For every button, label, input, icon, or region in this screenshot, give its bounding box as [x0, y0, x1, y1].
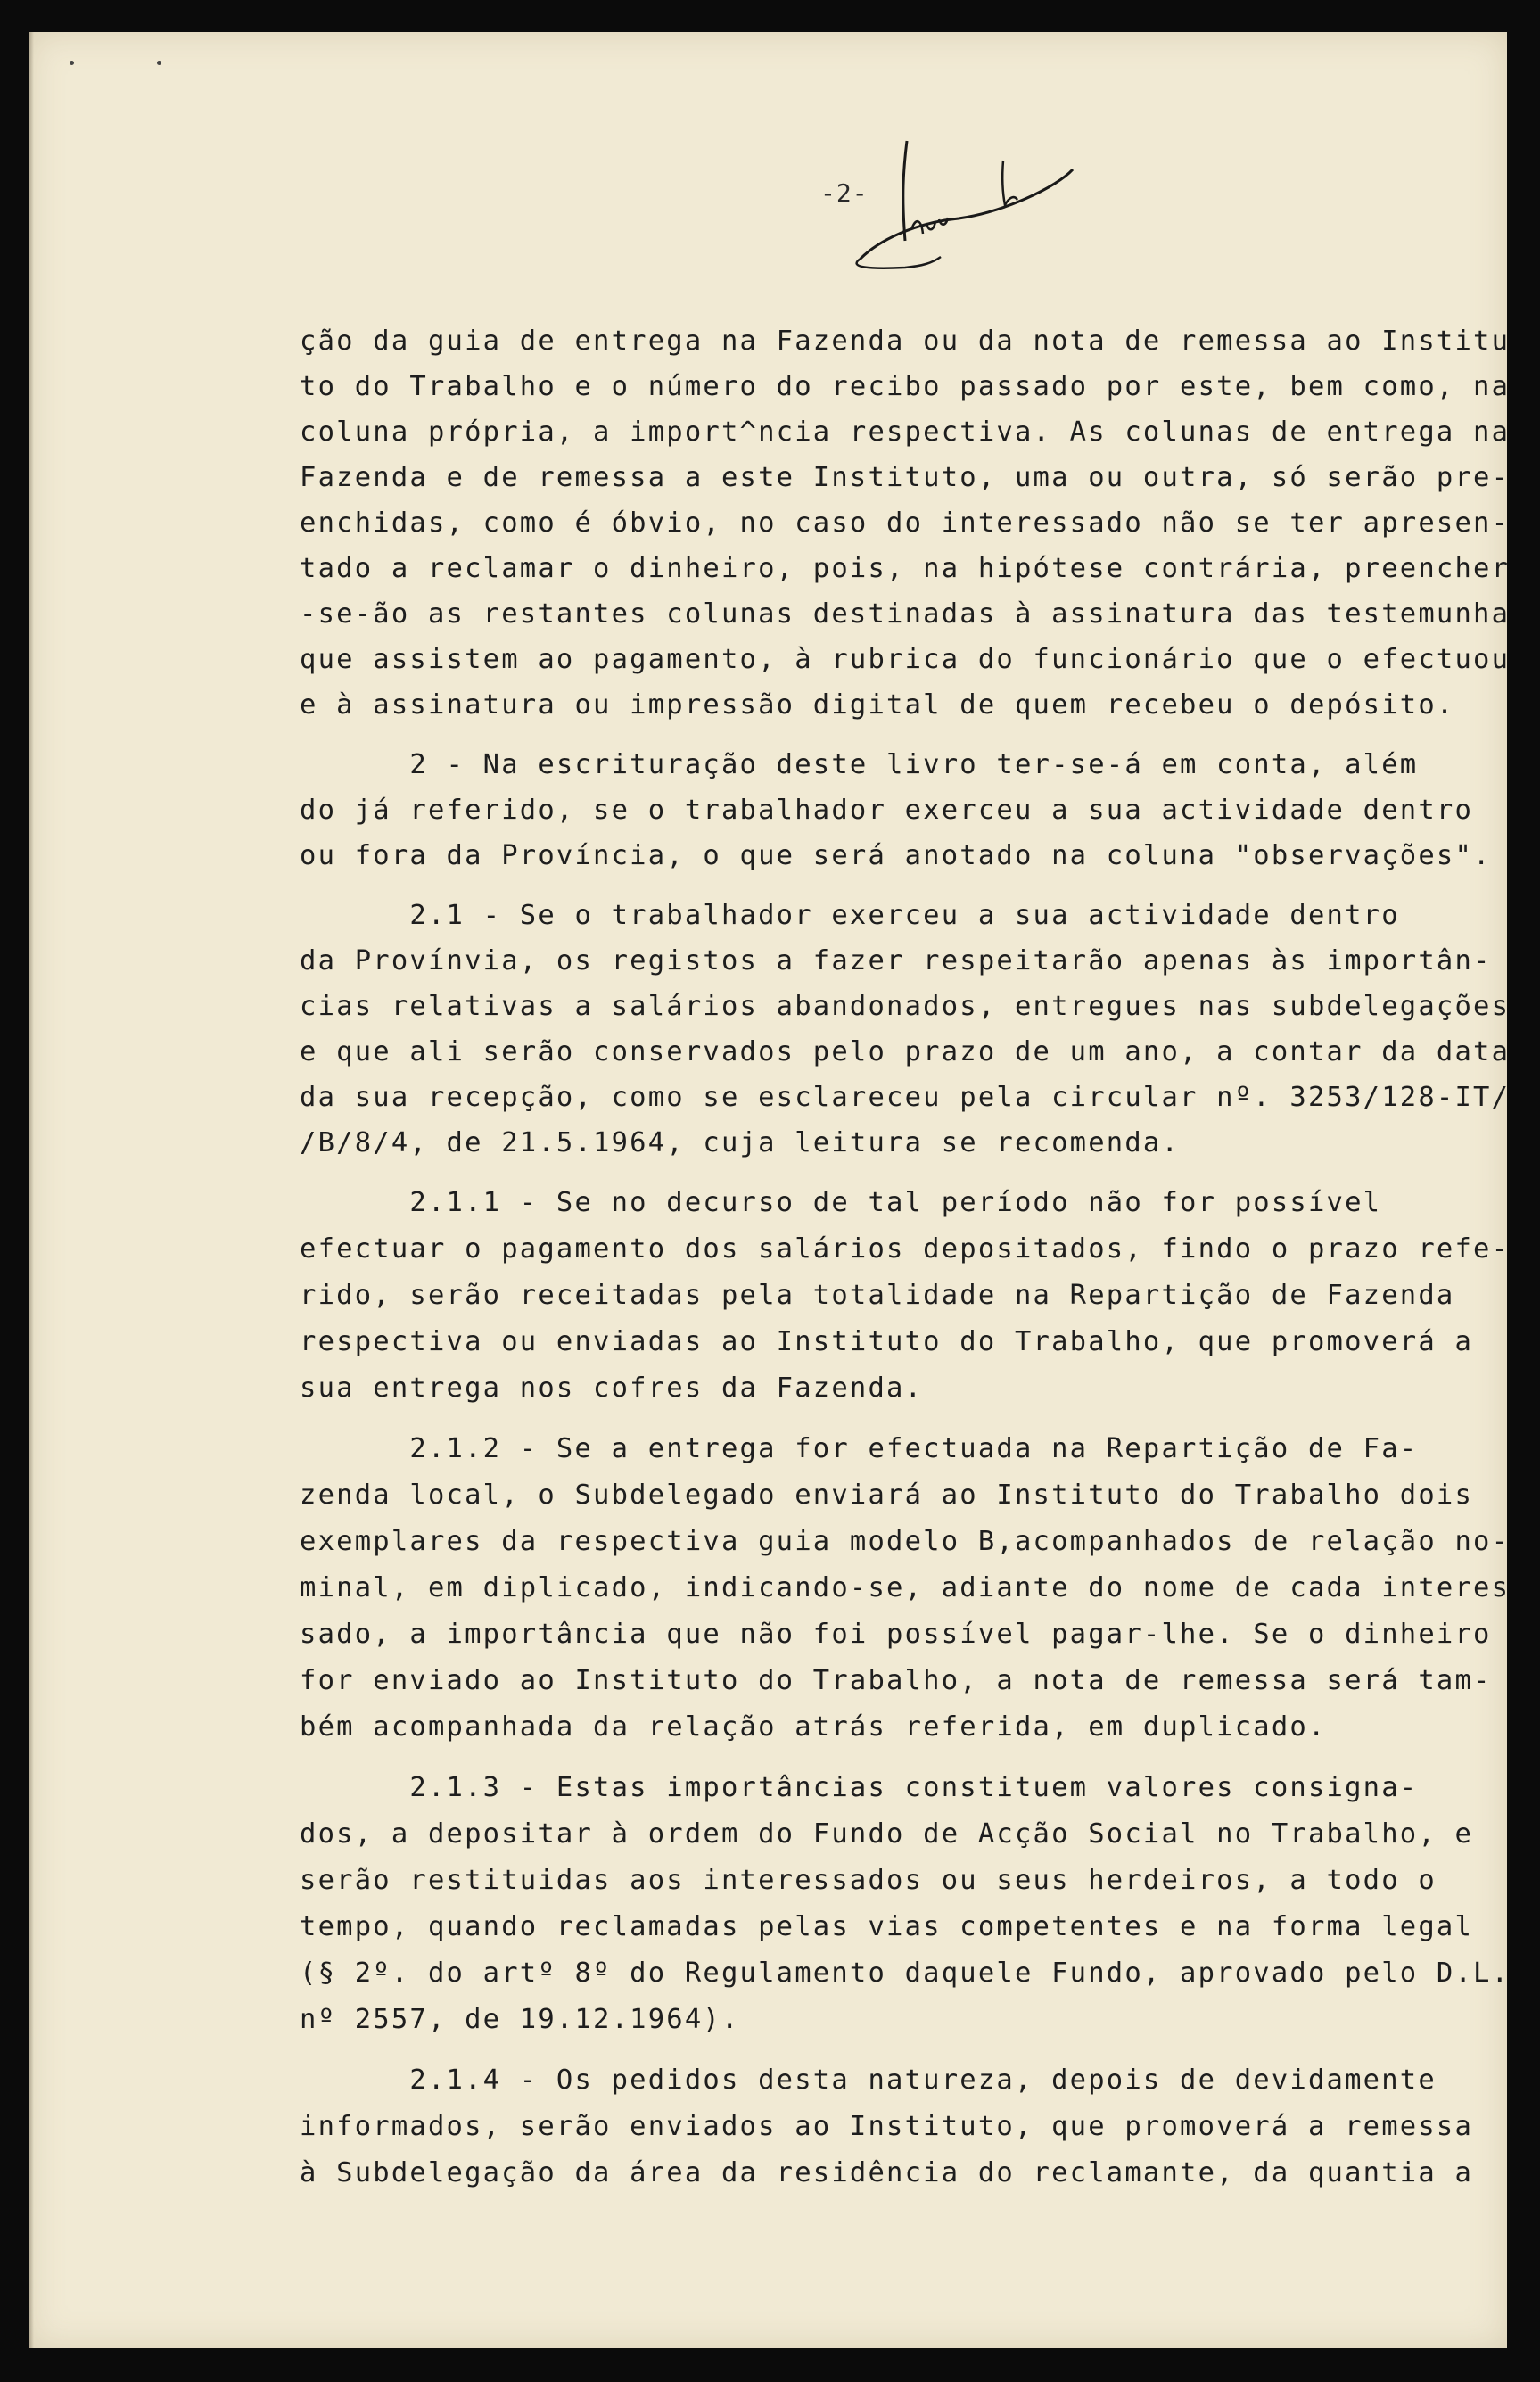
text-line: dos, a depositar à ordem do Fundo de Acção Social no Trabalho, e [300, 1818, 1474, 1850]
text-line: rido, serão receitadas pela totalidade na Repartição de Fazenda [300, 1280, 1455, 1311]
text-line: /B/8/4, de 21.5.1964, cuja leitura se recomenda. [300, 1127, 1181, 1158]
text-line: cias relativas a salários abandonados, entregues nas subdelegações [300, 991, 1511, 1022]
text-line: to do Trabalho e o número do recibo passado por este, bem como, na [300, 371, 1511, 402]
text-line: da Provínvia, os registos a fazer respeitarão apenas às importân- [300, 945, 1492, 977]
text-line: coluna própria, a import^ncia respectiva. As c⁠olunas de entrega na [300, 416, 1511, 448]
text-line: 2.1.1 - Se no decurso de tal período não for possível [300, 1187, 1382, 1218]
punch-dot [157, 61, 161, 65]
document-body [300, 318, 1511, 2211]
text-line: (§ 2º. do artº 8º do Regulamento daquele Fundo, aprovado pelo D.L. [300, 1958, 1511, 1989]
paragraph [300, 2057, 1503, 2197]
text-line: 2.1.4 - Os pedidos desta natureza, depois de devidamente [300, 2065, 1437, 2096]
text-line: sua entrega nos cofres da Fazenda. [300, 1372, 924, 1404]
text-line: tempo, quando reclamadas pelas vias competentes e na forma legal [300, 1911, 1474, 1942]
text-line: bém acompanhada da relação atrás referida, em duplicado. [300, 1711, 1327, 1743]
text-line: informados, serão enviados ao Instituto, que promoverá a remessa [300, 2111, 1474, 2142]
text-line: 2.1 - Se o trabalhador exerceu a sua actividade dentro [300, 900, 1400, 931]
text-line: e à assinatura ou impressão digital de quem recebeu o depósito. [300, 689, 1455, 721]
paragraph [300, 1180, 1511, 1412]
text-line: ou fora da Província, o que será anotado na coluna "observações". [300, 840, 1492, 871]
text-line: nº 2557, de 19.12.1964). [300, 2004, 740, 2035]
text-line: enchidas, como é óbvio, no caso do interessado não se ter apresen- [300, 507, 1511, 539]
paragraph [300, 893, 1511, 1166]
paragraph [300, 318, 1511, 728]
text-line: for enviado ao Instituto do Trabalho, a nota de remessa será tam- [300, 1665, 1492, 1696]
page-edge-shadow [29, 32, 34, 2348]
text-line: minal, em diplicado, indicando-se, adiante do nome de cada interes [300, 1572, 1511, 1603]
paragraph [300, 742, 1503, 878]
text-line: respectiva ou enviadas ao Instituto do Trabalho, que promoverá a [300, 1326, 1474, 1357]
text-line: efectuar o pagamento dos salários depositados, findo o prazo refe- [300, 1233, 1511, 1265]
text-line: 2.1.2 - Se a entrega for efectuada na Repartição de Fa- [300, 1433, 1419, 1464]
page-number: -2- [820, 178, 869, 208]
text-line: zenda local, o Subdelegado enviará ao Instituto do Trabalho dois [300, 1479, 1474, 1511]
text-line: que assistem ao pagamento, à rubrica do funcionário que o efectuou [300, 644, 1511, 675]
text-line: ção da guia de entrega na Fazenda ou da nota de remessa ao Institu [300, 326, 1511, 357]
text-line: Fazenda e de remessa a este Instituto, uma ou outra, só serão pre- [300, 462, 1511, 493]
text-line: serão restituidas aos interessados ou seus herdeiros, a todo o [300, 1865, 1437, 1896]
text-line: exemplares da respectiva guia modelo B,acompanhados de relação no- [300, 1526, 1511, 1557]
text-line: tado a reclamar o dinheiro, pois, na hipótese contrária, preencher [300, 553, 1511, 584]
paragraph [300, 1426, 1511, 1751]
text-line: da sua recepção, como se esclareceu pela circular nº. 3253/128-IT/ [300, 1082, 1511, 1113]
text-line: à Subdelegação da área da residência do reclamante, da quantia a [300, 2157, 1474, 2188]
text-line: sado, a importância que não foi possível pagar-lhe. Se o dinheiro [300, 1619, 1492, 1650]
punch-dot [70, 61, 74, 65]
text-line: e que ali serão conservados pelo prazo de um ano, a contar da data [300, 1036, 1511, 1067]
signature-icon [852, 134, 1083, 285]
text-line: -se-ão as restantes colunas destinadas à assinatura das testemunha [300, 598, 1511, 630]
paragraph [300, 1765, 1511, 2043]
text-line: 2 - Na escrituração deste livro ter-se-á em conta, além [300, 749, 1419, 780]
text-line: 2.1.3 - Estas importâncias constituem valores consigna- [300, 1772, 1419, 1803]
text-line: do já referido, se o trabalhador exerceu a sua actividade dentro [300, 795, 1474, 826]
